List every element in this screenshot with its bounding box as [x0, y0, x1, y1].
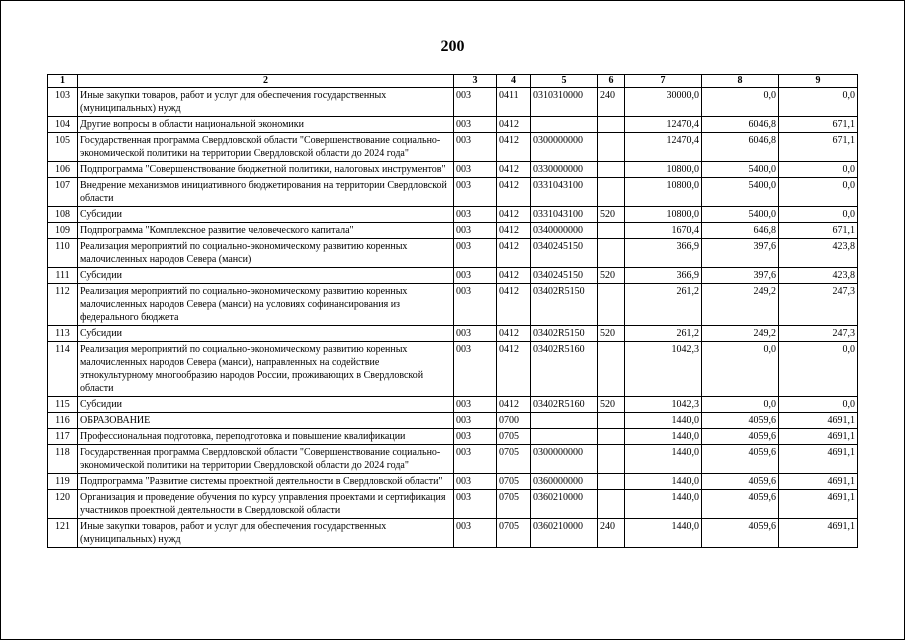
code-section: 0412 [497, 284, 531, 326]
value-col9: 671,1 [779, 223, 858, 239]
value-col9: 4691,1 [779, 429, 858, 445]
table-row [48, 239, 858, 268]
row-number: 118 [48, 445, 78, 474]
value-col7: 1440,0 [625, 474, 702, 490]
header-row [48, 75, 858, 88]
row-number: 119 [48, 474, 78, 490]
code-target: 0300000000 [531, 445, 598, 474]
row-name: Иные закупки товаров, работ и услуг для обеспечения государственных (муниципальных) нужд [78, 519, 454, 548]
value-col7: 366,9 [625, 268, 702, 284]
row-name: Другие вопросы в области национальной экономики [78, 117, 454, 133]
code-grbs: 003 [454, 413, 497, 429]
code-target: 0300000000 [531, 133, 598, 162]
code-expense-type: 520 [598, 207, 625, 223]
value-col8: 249,2 [702, 326, 779, 342]
row-number: 115 [48, 397, 78, 413]
value-col8: 4059,6 [702, 413, 779, 429]
value-col8: 0,0 [702, 342, 779, 397]
value-col9: 247,3 [779, 326, 858, 342]
code-grbs: 003 [454, 342, 497, 397]
value-col8: 6046,8 [702, 117, 779, 133]
value-col8: 4059,6 [702, 490, 779, 519]
value-col9: 4691,1 [779, 490, 858, 519]
code-target: 03402R5150 [531, 326, 598, 342]
row-number: 106 [48, 162, 78, 178]
value-col9: 0,0 [779, 178, 858, 207]
code-section: 0412 [497, 239, 531, 268]
row-number: 121 [48, 519, 78, 548]
code-target [531, 429, 598, 445]
row-name: ОБРАЗОВАНИЕ [78, 413, 454, 429]
code-expense-type [598, 413, 625, 429]
code-target: 0360000000 [531, 474, 598, 490]
table-row [48, 133, 858, 162]
value-col9: 4691,1 [779, 519, 858, 548]
code-grbs: 003 [454, 162, 497, 178]
code-expense-type [598, 178, 625, 207]
code-target: 0340245150 [531, 239, 598, 268]
code-section: 0705 [497, 519, 531, 548]
value-col9: 671,1 [779, 133, 858, 162]
code-grbs: 003 [454, 519, 497, 548]
value-col7: 10800,0 [625, 178, 702, 207]
row-number: 111 [48, 268, 78, 284]
code-grbs: 003 [454, 207, 497, 223]
column-header: 9 [779, 75, 858, 88]
code-expense-type [598, 342, 625, 397]
value-col9: 671,1 [779, 117, 858, 133]
table-row [48, 474, 858, 490]
value-col7: 30000,0 [625, 88, 702, 117]
page-number: 200 [440, 38, 465, 55]
value-col7: 261,2 [625, 284, 702, 326]
column-header: 3 [454, 75, 497, 88]
code-target: 0340245150 [531, 268, 598, 284]
code-section: 0412 [497, 133, 531, 162]
row-number: 105 [48, 133, 78, 162]
column-header: 8 [702, 75, 779, 88]
code-expense-type: 520 [598, 268, 625, 284]
value-col7: 10800,0 [625, 162, 702, 178]
code-expense-type [598, 429, 625, 445]
row-number: 110 [48, 239, 78, 268]
code-grbs: 003 [454, 445, 497, 474]
code-target [531, 117, 598, 133]
row-name: Субсидии [78, 268, 454, 284]
code-section: 0412 [497, 207, 531, 223]
table-row [48, 268, 858, 284]
value-col8: 646,8 [702, 223, 779, 239]
row-name: Подпрограмма "Совершенствование бюджетной политики, налоговых инструментов" [78, 162, 454, 178]
row-name: Организация и проведение обучения по курсу управления проектами и сертификация участников проектной деятельности в Свердловской области [78, 490, 454, 519]
code-grbs: 003 [454, 490, 497, 519]
code-grbs: 003 [454, 268, 497, 284]
value-col7: 366,9 [625, 239, 702, 268]
code-grbs: 003 [454, 223, 497, 239]
code-target: 0360210000 [531, 519, 598, 548]
row-number: 108 [48, 207, 78, 223]
table-row [48, 445, 858, 474]
code-target: 0360210000 [531, 490, 598, 519]
code-target: 0331043100 [531, 178, 598, 207]
value-col7: 1440,0 [625, 490, 702, 519]
table-row [48, 88, 858, 117]
row-name: Внедрение механизмов инициативного бюджетирования на территории Свердловской области [78, 178, 454, 207]
value-col7: 12470,4 [625, 117, 702, 133]
row-name: Подпрограмма "Развитие системы проектной деятельности в Свердловской области" [78, 474, 454, 490]
row-number: 120 [48, 490, 78, 519]
value-col8: 397,6 [702, 268, 779, 284]
table-row [48, 342, 858, 397]
value-col9: 0,0 [779, 342, 858, 397]
value-col7: 1042,3 [625, 397, 702, 413]
table-row [48, 429, 858, 445]
value-col7: 1440,0 [625, 429, 702, 445]
value-col7: 1440,0 [625, 413, 702, 429]
value-col8: 0,0 [702, 88, 779, 117]
code-expense-type: 240 [598, 88, 625, 117]
row-name: Государственная программа Свердловской области "Совершенствование социально-экономической политики на территории Свердловской области до 2024 года" [78, 133, 454, 162]
row-name: Профессиональная подготовка, переподготовка и повышение квалификации [78, 429, 454, 445]
code-grbs: 003 [454, 326, 497, 342]
code-section: 0412 [497, 223, 531, 239]
row-name: Реализация мероприятий по социально-экономическому развитию коренных малочисленных народов Севера (манси), направленных на содействие этнокультурному многообразию народов России, проживающих в Свердловской области [78, 342, 454, 397]
value-col7: 1440,0 [625, 445, 702, 474]
row-number: 104 [48, 117, 78, 133]
row-name: Иные закупки товаров, работ и услуг для обеспечения государственных (муниципальных) нужд [78, 88, 454, 117]
table-row [48, 397, 858, 413]
code-expense-type [598, 490, 625, 519]
value-col8: 0,0 [702, 397, 779, 413]
column-header: 2 [78, 75, 454, 88]
value-col9: 0,0 [779, 162, 858, 178]
code-target: 0331043100 [531, 207, 598, 223]
row-number: 114 [48, 342, 78, 397]
value-col7: 261,2 [625, 326, 702, 342]
code-section: 0700 [497, 413, 531, 429]
table-row [48, 162, 858, 178]
code-target: 03402R5150 [531, 284, 598, 326]
value-col8: 5400,0 [702, 207, 779, 223]
value-col8: 397,6 [702, 239, 779, 268]
table-row [48, 223, 858, 239]
value-col7: 1042,3 [625, 342, 702, 397]
table-row [48, 284, 858, 326]
table-row [48, 413, 858, 429]
code-section: 0412 [497, 326, 531, 342]
row-name: Субсидии [78, 397, 454, 413]
code-grbs: 003 [454, 239, 497, 268]
code-section: 0705 [497, 474, 531, 490]
value-col9: 423,8 [779, 268, 858, 284]
value-col8: 4059,6 [702, 519, 779, 548]
table-row [48, 490, 858, 519]
row-number: 112 [48, 284, 78, 326]
code-grbs: 003 [454, 397, 497, 413]
code-section: 0412 [497, 268, 531, 284]
code-target: 03402R5160 [531, 397, 598, 413]
value-col8: 249,2 [702, 284, 779, 326]
code-expense-type: 240 [598, 519, 625, 548]
column-header: 5 [531, 75, 598, 88]
code-section: 0411 [497, 88, 531, 117]
value-col7: 10800,0 [625, 207, 702, 223]
code-grbs: 003 [454, 429, 497, 445]
code-grbs: 003 [454, 88, 497, 117]
value-col9: 4691,1 [779, 413, 858, 429]
code-section: 0412 [497, 162, 531, 178]
row-name: Государственная программа Свердловской области "Совершенствование социально-экономической политики на территории Свердловской области до 2024 года" [78, 445, 454, 474]
code-section: 0412 [497, 397, 531, 413]
row-number: 109 [48, 223, 78, 239]
value-col9: 4691,1 [779, 445, 858, 474]
row-number: 107 [48, 178, 78, 207]
value-col7: 1670,4 [625, 223, 702, 239]
code-expense-type [598, 162, 625, 178]
value-col8: 5400,0 [702, 178, 779, 207]
value-col8: 4059,6 [702, 429, 779, 445]
row-name: Реализация мероприятий по социально-экономическому развитию коренных малочисленных народов Севера (манси) [78, 239, 454, 268]
table-row [48, 519, 858, 548]
row-name: Субсидии [78, 326, 454, 342]
code-grbs: 003 [454, 133, 497, 162]
value-col9: 4691,1 [779, 474, 858, 490]
code-target: 03402R5160 [531, 342, 598, 397]
table-row [48, 326, 858, 342]
code-grbs: 003 [454, 474, 497, 490]
code-section: 0412 [497, 178, 531, 207]
column-header: 1 [48, 75, 78, 88]
row-name: Подпрограмма "Комплексное развитие человеческого капитала" [78, 223, 454, 239]
code-expense-type [598, 284, 625, 326]
code-target: 0310310000 [531, 88, 598, 117]
row-name: Субсидии [78, 207, 454, 223]
code-section: 0705 [497, 429, 531, 445]
code-expense-type: 520 [598, 397, 625, 413]
value-col8: 6046,8 [702, 133, 779, 162]
row-number: 116 [48, 413, 78, 429]
table-row [48, 117, 858, 133]
code-grbs: 003 [454, 178, 497, 207]
code-expense-type [598, 474, 625, 490]
row-number: 103 [48, 88, 78, 117]
code-expense-type: 520 [598, 326, 625, 342]
code-grbs: 003 [454, 284, 497, 326]
value-col7: 12470,4 [625, 133, 702, 162]
budget-table [47, 74, 858, 548]
value-col7: 1440,0 [625, 519, 702, 548]
code-target [531, 413, 598, 429]
code-section: 0412 [497, 342, 531, 397]
code-expense-type [598, 239, 625, 268]
code-section: 0412 [497, 117, 531, 133]
table-row [48, 178, 858, 207]
code-section: 0705 [497, 445, 531, 474]
row-number: 117 [48, 429, 78, 445]
code-expense-type [598, 445, 625, 474]
row-name: Реализация мероприятий по социально-экономическому развитию коренных малочисленных народов Севера (манси) на условиях софинансирования из федерального бюджета [78, 284, 454, 326]
code-expense-type [598, 133, 625, 162]
value-col9: 247,3 [779, 284, 858, 326]
code-grbs: 003 [454, 117, 497, 133]
value-col9: 0,0 [779, 397, 858, 413]
value-col8: 5400,0 [702, 162, 779, 178]
value-col9: 0,0 [779, 88, 858, 117]
column-header: 6 [598, 75, 625, 88]
code-expense-type [598, 223, 625, 239]
value-col8: 4059,6 [702, 445, 779, 474]
value-col8: 4059,6 [702, 474, 779, 490]
code-target: 0330000000 [531, 162, 598, 178]
row-number: 113 [48, 326, 78, 342]
code-section: 0705 [497, 490, 531, 519]
value-col9: 0,0 [779, 207, 858, 223]
code-expense-type [598, 117, 625, 133]
column-header: 4 [497, 75, 531, 88]
column-header: 7 [625, 75, 702, 88]
value-col9: 423,8 [779, 239, 858, 268]
table-row [48, 207, 858, 223]
code-target: 0340000000 [531, 223, 598, 239]
